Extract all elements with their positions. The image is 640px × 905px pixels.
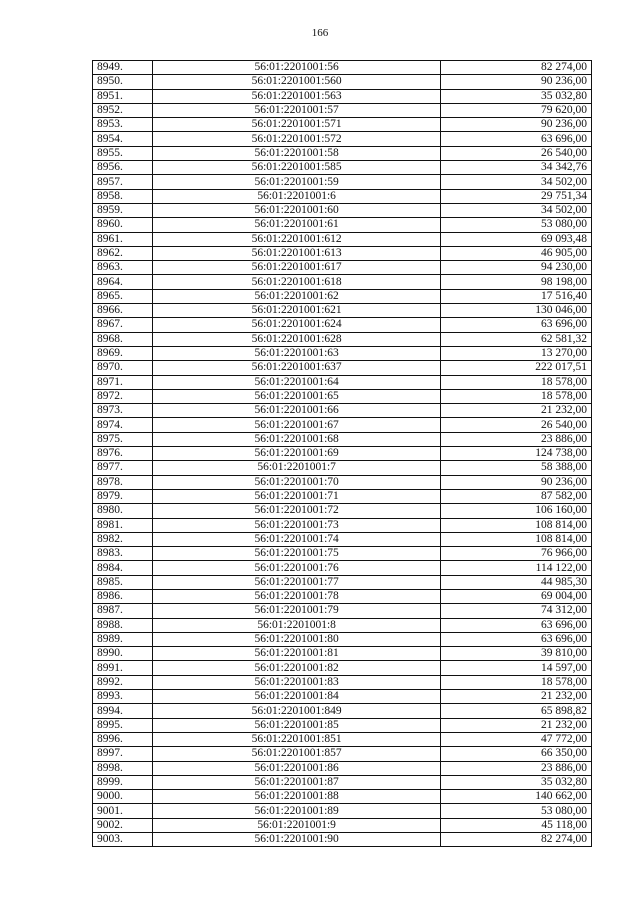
cadastral-value-cell: 26 540,00 xyxy=(441,146,592,160)
cadastral-value-cell: 34 502,00 xyxy=(441,203,592,217)
cadastral-value-cell: 23 886,00 xyxy=(441,761,592,775)
row-number-cell: 8953. xyxy=(93,118,153,132)
cadastral-value-cell: 18 578,00 xyxy=(441,375,592,389)
row-number-cell: 8975. xyxy=(93,432,153,446)
row-number-cell: 8996. xyxy=(93,732,153,746)
row-number-cell: 8952. xyxy=(93,103,153,117)
row-number-cell: 8967. xyxy=(93,318,153,332)
table-row xyxy=(93,346,592,360)
row-number-cell: 8960. xyxy=(93,218,153,232)
row-number-cell: 8981. xyxy=(93,518,153,532)
cadastral-number-cell: 56:01:2201001:58 xyxy=(152,146,440,160)
cadastral-number-cell: 56:01:2201001:80 xyxy=(152,632,440,646)
cadastral-value-cell: 63 696,00 xyxy=(441,132,592,146)
table-row xyxy=(93,75,592,89)
row-number-cell: 8969. xyxy=(93,346,153,360)
table-row xyxy=(93,461,592,475)
cadastral-value-cell: 21 232,00 xyxy=(441,404,592,418)
row-number-cell: 8954. xyxy=(93,132,153,146)
cadastral-value-cell: 46 905,00 xyxy=(441,246,592,260)
table-row xyxy=(93,790,592,804)
row-number-cell: 8977. xyxy=(93,461,153,475)
cadastral-value-cell: 69 004,00 xyxy=(441,589,592,603)
row-number-cell: 8988. xyxy=(93,618,153,632)
cadastral-value-cell: 65 898,82 xyxy=(441,704,592,718)
cadastral-number-cell: 56:01:2201001:624 xyxy=(152,318,440,332)
row-number-cell: 8993. xyxy=(93,690,153,704)
cadastral-number-cell: 56:01:2201001:585 xyxy=(152,161,440,175)
cadastral-number-cell: 56:01:2201001:78 xyxy=(152,589,440,603)
cadastral-value-cell: 58 388,00 xyxy=(441,461,592,475)
cadastral-value-cell: 21 232,00 xyxy=(441,690,592,704)
row-number-cell: 8982. xyxy=(93,532,153,546)
table-row xyxy=(93,389,592,403)
table-row xyxy=(93,89,592,103)
cadastral-value-cell: 35 032,80 xyxy=(441,775,592,789)
row-number-cell: 8965. xyxy=(93,289,153,303)
cadastral-number-cell: 56:01:2201001:66 xyxy=(152,404,440,418)
cadastral-value-cell: 14 597,00 xyxy=(441,661,592,675)
cadastral-value-cell: 130 046,00 xyxy=(441,304,592,318)
table-row xyxy=(93,632,592,646)
cadastral-number-cell: 56:01:2201001:89 xyxy=(152,804,440,818)
table-row xyxy=(93,418,592,432)
table-row xyxy=(93,375,592,389)
cadastral-value-cell: 21 232,00 xyxy=(441,718,592,732)
row-number-cell: 8974. xyxy=(93,418,153,432)
table-row xyxy=(93,804,592,818)
table-row xyxy=(93,504,592,518)
cadastral-value-cell: 140 662,00 xyxy=(441,790,592,804)
cadastral-number-cell: 56:01:2201001:82 xyxy=(152,661,440,675)
row-number-cell: 8958. xyxy=(93,189,153,203)
table-row xyxy=(93,232,592,246)
cadastral-number-cell: 56:01:2201001:68 xyxy=(152,432,440,446)
row-number-cell: 8998. xyxy=(93,761,153,775)
row-number-cell: 8955. xyxy=(93,146,153,160)
cadastral-value-cell: 47 772,00 xyxy=(441,732,592,746)
cadastral-number-cell: 56:01:2201001:73 xyxy=(152,518,440,532)
cadastral-value-cell: 45 118,00 xyxy=(441,818,592,832)
row-number-cell: 8994. xyxy=(93,704,153,718)
table-row xyxy=(93,132,592,146)
table-row xyxy=(93,518,592,532)
table-row xyxy=(93,818,592,832)
table-row xyxy=(93,561,592,575)
cadastral-number-cell: 56:01:2201001:637 xyxy=(152,361,440,375)
cadastral-value-cell: 18 578,00 xyxy=(441,675,592,689)
table-row xyxy=(93,690,592,704)
cadastral-number-cell: 56:01:2201001:64 xyxy=(152,375,440,389)
cadastral-value-cell: 63 696,00 xyxy=(441,618,592,632)
table-row xyxy=(93,675,592,689)
cadastral-value-cell: 53 080,00 xyxy=(441,804,592,818)
table-row xyxy=(93,447,592,461)
cadastral-value-cell: 18 578,00 xyxy=(441,389,592,403)
row-number-cell: 8956. xyxy=(93,161,153,175)
cadastral-value-cell: 106 160,00 xyxy=(441,504,592,518)
table-row xyxy=(93,661,592,675)
row-number-cell: 9002. xyxy=(93,818,153,832)
cadastral-number-cell: 56:01:2201001:612 xyxy=(152,232,440,246)
cadastral-number-cell: 56:01:2201001:57 xyxy=(152,103,440,117)
row-number-cell: 8972. xyxy=(93,389,153,403)
cadastral-value-cell: 63 696,00 xyxy=(441,632,592,646)
table-row xyxy=(93,618,592,632)
cadastral-number-cell: 56:01:2201001:76 xyxy=(152,561,440,575)
table-row xyxy=(93,103,592,117)
cadastral-value-cell: 29 751,34 xyxy=(441,189,592,203)
table-row xyxy=(93,175,592,189)
row-number-cell: 8971. xyxy=(93,375,153,389)
table-row xyxy=(93,261,592,275)
row-number-cell: 8970. xyxy=(93,361,153,375)
table-row xyxy=(93,61,592,75)
row-number-cell: 8987. xyxy=(93,604,153,618)
cadastral-value-cell: 66 350,00 xyxy=(441,747,592,761)
table-row xyxy=(93,161,592,175)
row-number-cell: 8990. xyxy=(93,647,153,661)
cadastral-number-cell: 56:01:2201001:563 xyxy=(152,89,440,103)
cadastral-number-cell: 56:01:2201001:8 xyxy=(152,618,440,632)
cadastral-value-cell: 53 080,00 xyxy=(441,218,592,232)
table-row xyxy=(93,532,592,546)
cadastral-value-cell: 34 502,00 xyxy=(441,175,592,189)
row-number-cell: 8983. xyxy=(93,547,153,561)
row-number-cell: 8976. xyxy=(93,447,153,461)
cadastral-value-cell: 94 230,00 xyxy=(441,261,592,275)
cadastral-value-cell: 108 814,00 xyxy=(441,518,592,532)
row-number-cell: 8950. xyxy=(93,75,153,89)
page-number: 166 xyxy=(311,27,329,39)
row-number-cell: 8986. xyxy=(93,589,153,603)
row-number-cell: 9001. xyxy=(93,804,153,818)
row-number-cell: 8997. xyxy=(93,747,153,761)
row-number-cell: 8991. xyxy=(93,661,153,675)
table-row xyxy=(93,404,592,418)
row-number-cell: 9003. xyxy=(93,833,153,847)
cadastral-number-cell: 56:01:2201001:75 xyxy=(152,547,440,561)
table-row xyxy=(93,775,592,789)
row-number-cell: 8966. xyxy=(93,304,153,318)
table-row xyxy=(93,289,592,303)
cadastral-number-cell: 56:01:2201001:69 xyxy=(152,447,440,461)
table-row xyxy=(93,589,592,603)
cadastral-value-cell: 124 738,00 xyxy=(441,447,592,461)
cadastral-number-cell: 56:01:2201001:617 xyxy=(152,261,440,275)
cadastral-value-cell: 17 516,40 xyxy=(441,289,592,303)
row-number-cell: 8980. xyxy=(93,504,153,518)
table-row xyxy=(93,475,592,489)
table-row xyxy=(93,647,592,661)
cadastral-number-cell: 56:01:2201001:63 xyxy=(152,346,440,360)
row-number-cell: 8959. xyxy=(93,203,153,217)
cadastral-number-cell: 56:01:2201001:560 xyxy=(152,75,440,89)
cadastral-number-cell: 56:01:2201001:60 xyxy=(152,203,440,217)
table-row xyxy=(93,704,592,718)
cadastral-number-cell: 56:01:2201001:9 xyxy=(152,818,440,832)
cadastral-value-cell: 90 236,00 xyxy=(441,475,592,489)
table-row xyxy=(93,189,592,203)
cadastral-number-cell: 56:01:2201001:59 xyxy=(152,175,440,189)
row-number-cell: 8984. xyxy=(93,561,153,575)
cadastral-number-cell: 56:01:2201001:70 xyxy=(152,475,440,489)
cadastral-value-cell: 35 032,80 xyxy=(441,89,592,103)
cadastral-number-cell: 56:01:2201001:571 xyxy=(152,118,440,132)
row-number-cell: 8961. xyxy=(93,232,153,246)
row-number-cell: 8968. xyxy=(93,332,153,346)
table-row xyxy=(93,304,592,318)
cadastral-number-cell: 56:01:2201001:86 xyxy=(152,761,440,775)
cadastral-value-cell: 222 017,51 xyxy=(441,361,592,375)
cadastral-number-cell: 56:01:2201001:72 xyxy=(152,504,440,518)
cadastral-value-cell: 82 274,00 xyxy=(441,833,592,847)
cadastral-value-cell: 76 966,00 xyxy=(441,547,592,561)
table-row xyxy=(93,146,592,160)
cadastral-value-cell: 39 810,00 xyxy=(441,647,592,661)
row-number-cell: 8995. xyxy=(93,718,153,732)
table-row xyxy=(93,489,592,503)
table-row xyxy=(93,604,592,618)
cadastral-value-cell: 87 582,00 xyxy=(441,489,592,503)
cadastral-number-cell: 56:01:2201001:7 xyxy=(152,461,440,475)
cadastral-number-cell: 56:01:2201001:572 xyxy=(152,132,440,146)
cadastral-value-cell: 108 814,00 xyxy=(441,532,592,546)
cadastral-number-cell: 56:01:2201001:6 xyxy=(152,189,440,203)
table-row xyxy=(93,332,592,346)
row-number-cell: 8962. xyxy=(93,246,153,260)
row-number-cell: 8989. xyxy=(93,632,153,646)
cadastral-number-cell: 56:01:2201001:65 xyxy=(152,389,440,403)
row-number-cell: 8978. xyxy=(93,475,153,489)
table-row xyxy=(93,732,592,746)
row-number-cell: 8973. xyxy=(93,404,153,418)
cadastral-number-cell: 56:01:2201001:90 xyxy=(152,833,440,847)
cadastral-number-cell: 56:01:2201001:71 xyxy=(152,489,440,503)
table-row xyxy=(93,747,592,761)
cadastral-number-cell: 56:01:2201001:85 xyxy=(152,718,440,732)
cadastral-value-cell: 114 122,00 xyxy=(441,561,592,575)
cadastral-value-cell: 62 581,32 xyxy=(441,332,592,346)
cadastral-value-cell: 13 270,00 xyxy=(441,346,592,360)
cadastral-value-cell: 63 696,00 xyxy=(441,318,592,332)
cadastral-value-cell: 74 312,00 xyxy=(441,604,592,618)
cadastral-number-cell: 56:01:2201001:81 xyxy=(152,647,440,661)
cadastral-value-cell: 34 342,76 xyxy=(441,161,592,175)
row-number-cell: 8949. xyxy=(93,61,153,75)
row-number-cell: 8963. xyxy=(93,261,153,275)
cadastral-value-cell: 26 540,00 xyxy=(441,418,592,432)
table-row xyxy=(93,246,592,260)
row-number-cell: 8999. xyxy=(93,775,153,789)
cadastral-value-cell: 82 274,00 xyxy=(441,61,592,75)
table-row xyxy=(93,218,592,232)
cadastral-number-cell: 56:01:2201001:79 xyxy=(152,604,440,618)
row-number-cell: 9000. xyxy=(93,790,153,804)
row-number-cell: 8992. xyxy=(93,675,153,689)
cadastral-value-cell: 90 236,00 xyxy=(441,118,592,132)
cadastral-number-cell: 56:01:2201001:56 xyxy=(152,61,440,75)
table-row xyxy=(93,575,592,589)
row-number-cell: 8985. xyxy=(93,575,153,589)
row-number-cell: 8964. xyxy=(93,275,153,289)
table-row xyxy=(93,318,592,332)
cadastral-number-cell: 56:01:2201001:83 xyxy=(152,675,440,689)
cadastral-number-cell: 56:01:2201001:618 xyxy=(152,275,440,289)
table-row xyxy=(93,718,592,732)
cadastral-number-cell: 56:01:2201001:613 xyxy=(152,246,440,260)
table-row xyxy=(93,361,592,375)
table-row xyxy=(93,761,592,775)
row-number-cell: 8957. xyxy=(93,175,153,189)
cadastral-number-cell: 56:01:2201001:621 xyxy=(152,304,440,318)
cadastral-number-cell: 56:01:2201001:851 xyxy=(152,732,440,746)
cadastral-number-cell: 56:01:2201001:87 xyxy=(152,775,440,789)
cadastral-value-cell: 69 093,48 xyxy=(441,232,592,246)
row-number-cell: 8951. xyxy=(93,89,153,103)
cadastral-value-cell: 79 620,00 xyxy=(441,103,592,117)
cadastral-number-cell: 56:01:2201001:849 xyxy=(152,704,440,718)
cadastral-number-cell: 56:01:2201001:67 xyxy=(152,418,440,432)
cadastral-value-cell: 44 985,30 xyxy=(441,575,592,589)
table-row xyxy=(93,432,592,446)
cadastral-number-cell: 56:01:2201001:857 xyxy=(152,747,440,761)
cadastral-number-cell: 56:01:2201001:77 xyxy=(152,575,440,589)
cadastral-number-cell: 56:01:2201001:88 xyxy=(152,790,440,804)
table-row xyxy=(93,118,592,132)
cadastral-number-cell: 56:01:2201001:62 xyxy=(152,289,440,303)
cadastral-number-cell: 56:01:2201001:61 xyxy=(152,218,440,232)
cadastral-value-table xyxy=(92,60,592,847)
cadastral-number-cell: 56:01:2201001:74 xyxy=(152,532,440,546)
table-row xyxy=(93,203,592,217)
cadastral-value-cell: 90 236,00 xyxy=(441,75,592,89)
table-body xyxy=(93,61,592,847)
cadastral-number-cell: 56:01:2201001:628 xyxy=(152,332,440,346)
table-row xyxy=(93,275,592,289)
cadastral-value-cell: 23 886,00 xyxy=(441,432,592,446)
table-row xyxy=(93,547,592,561)
table-row xyxy=(93,833,592,847)
row-number-cell: 8979. xyxy=(93,489,153,503)
cadastral-number-cell: 56:01:2201001:84 xyxy=(152,690,440,704)
cadastral-value-cell: 98 198,00 xyxy=(441,275,592,289)
